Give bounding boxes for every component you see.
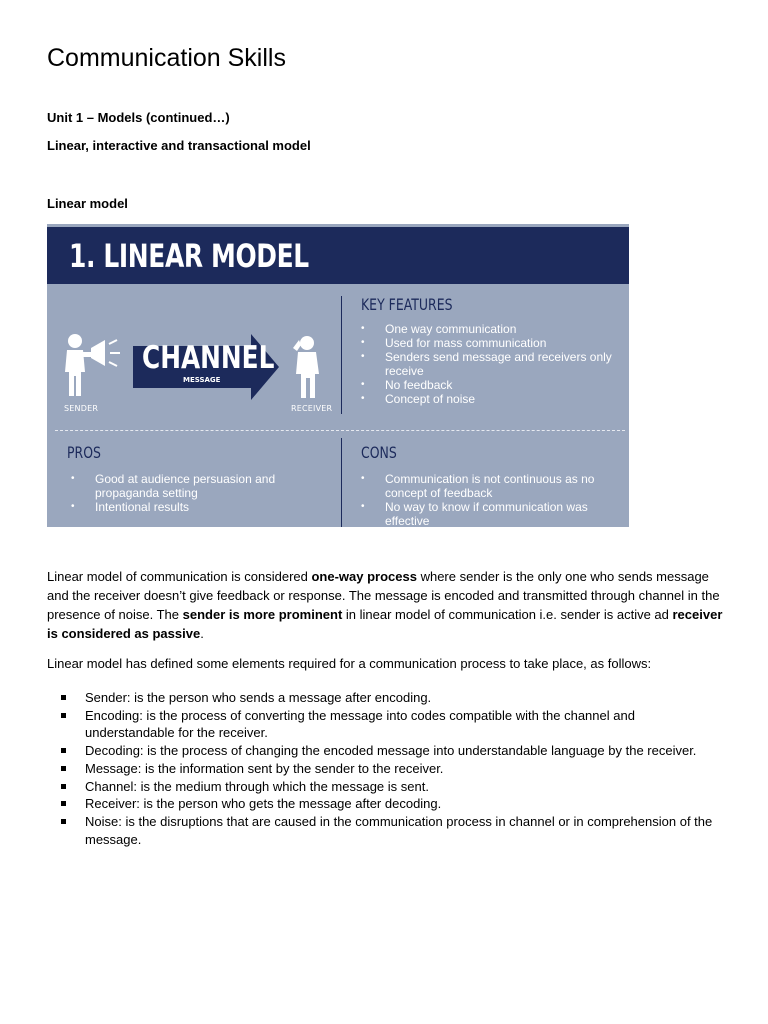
linear-model-infographic [47,224,629,527]
unit-heading: Unit 1 – Models (continued…) [47,110,230,125]
list-item: • Communication is not continuous as no concept of feedback [357,472,612,500]
list-item: • One way communication [357,322,627,336]
pros-list [67,472,317,514]
divider-vertical-bottom [341,438,342,527]
channel-label: CHANNEL [142,340,275,376]
pros-title: PROS [67,443,101,462]
receiver-label: RECEIVER [291,404,333,413]
divider-dashed [55,430,625,431]
list-item: Receiver: is the person who gets the message after decoding. [60,795,720,813]
list-item: Sender: is the person who sends a message after encoding. [60,689,720,707]
subtitle-heading: Linear, interactive and transactional model [47,138,311,153]
list-item: Message: is the information sent by the sender to the receiver. [60,760,720,778]
receiver-person-icon [285,334,333,400]
elements-intro-paragraph: Linear model has defined some elements required for a communication process to take place, as follows: [47,656,652,671]
page-title: Communication Skills [47,44,286,72]
sender-label: SENDER [64,404,99,413]
key-features-title: KEY FEATURES [361,295,453,314]
list-item: Noise: is the disruptions that are caused in the communication process in channel or in comprehension of the message. [60,813,720,848]
para-bold: sender is more prominent [182,607,343,622]
linear-model-paragraph [47,567,727,643]
list-item: • Senders send message and receivers only receive [357,350,627,378]
para-text: in linear model of communication i.e. sender is active ad [342,607,673,622]
list-item: Decoding: is the process of changing the encoded message into understandable language by the receiver. [60,742,720,760]
section-heading: Linear model [47,196,128,211]
list-item: • Used for mass communication [357,336,627,350]
para-bold: one-way process [311,569,417,584]
infographic-header [47,227,629,284]
divider-vertical-top [341,296,342,414]
list-item: • Good at audience persuasion and propaganda setting [67,472,317,500]
message-label: MESSAGE [183,376,221,384]
list-item: • No feedback [357,378,627,392]
para-bold: receiver is considered as passive [47,607,723,641]
cons-title: CONS [361,443,397,462]
para-text: Linear model of communication is considered [47,569,312,584]
para-text: where sender is the only one who sends message and the receiver doesn’t give feedback or response. The message is encoded and transmitted through channel in the presence of noise. The [47,569,720,622]
key-features-list [357,322,627,406]
elements-list [60,689,720,848]
list-item: Encoding: is the process of converting the message into codes compatible with the channel and understandable for the receiver. [60,707,720,742]
infographic-title: 1. LINEAR MODEL [69,237,309,275]
list-item: • Intentional results [67,500,317,514]
list-item: • No way to know if communication was effective [357,500,612,527]
list-item: • Concept of noise [357,392,627,406]
para-text: . [200,626,204,641]
sender-megaphone-icon [57,332,127,398]
list-item: Channel: is the medium through which the message is sent. [60,778,720,796]
cons-list [357,472,612,527]
